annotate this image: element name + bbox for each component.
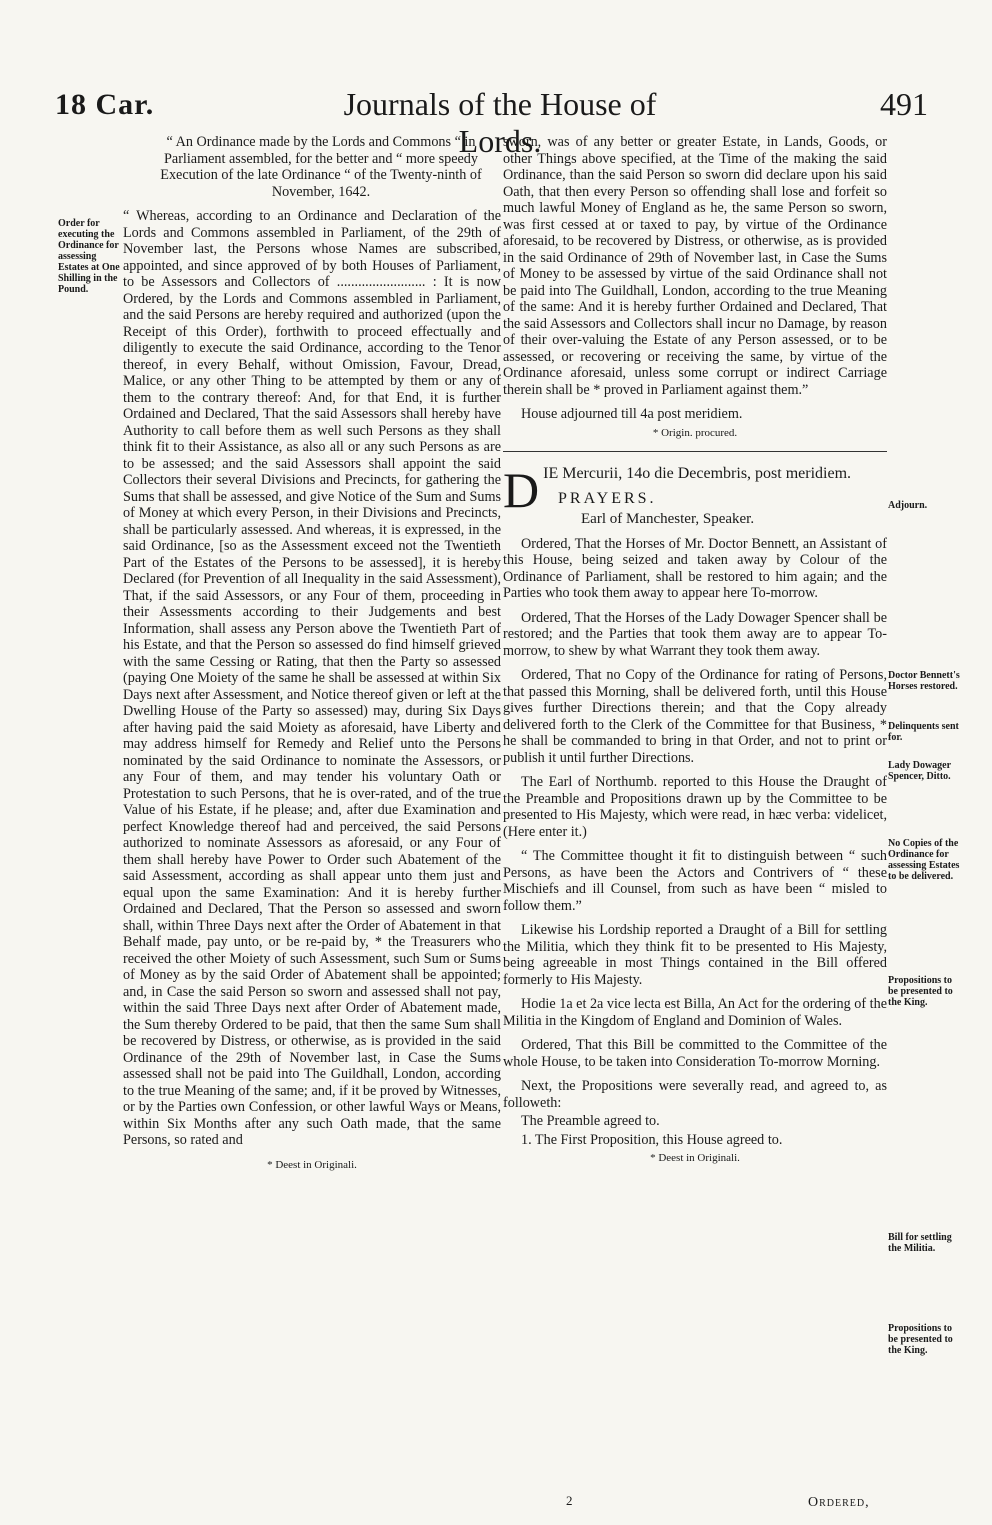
entry-preamble: The Preamble agreed to. <box>521 1113 660 1129</box>
margin-note-propositions-2: Propositions to be presented to the King. <box>888 1323 953 1356</box>
ordinance-body: “ Whereas, according to an Ordinance and Declaration of the Lords and Commons assembled in Parliament, of the 29th of November last, the Persons whose Names are subscribed, appointed, and since approved of by both Houses of Parliament, to be Assessors and Collectors of ......................... : It is now Ordered, by the Lords and Commons assembled in Parliament, and the said Persons are hereby required and authorized (upon the Receipt of this Order), forthwith to proceed effectually and diligently to execute the said Ordinance, according to the Tenor thereof, in every Behalf, without Omission, Favour, Dread, Malice, or any other Thing to be attempted by them or any of them to the contrary thereof: And, for that End, it is further Ordained and Declared, That the said Assessors shall hereby have Authority to call before them as well such Persons as they shall think fit to their Assistance, as also all or any such Persons as are to be assessed; and the said Assessors shall appoint the said Collectors their several Divisions and Precincts, for gathering the Sums that shall be assessed, and give Notice of the Sum and Sums of Money at which every Person, in their Divisions and Precincts, shall be particularly assessed. And whereas, it is expressed, in the said Ordinance, [so as the Assessment exceed not the Twentieth Part of the Estates of the Persons to be assessed], it is hereby Declared (for Prevention of all Inequality in the said Assessment), That, if the said Assessors, or any Four of them, proceeding in their Assessments according to their Judgements and best Information, shall assess any Person above the Twentieth Part of his Estate, and that the Person so assessed do find himself grieved with the same Cessing or Rating, that then the Party so assessed (paying One Moiety of the same he shall be assessed at within Six Days next after Assessment, and Notice thereof given or left at the Dwelling House of the Party so assessed) may, during Six Days after having paid the said Moiety as aforesaid, have Liberty and may address himself for Remedy and Relief unto the Persons nominated by the said Ordinance to nominate the Assessors, or any Four of them, and may tender his voluntary Oath or Protestation to such Persons, that he is over-rated, and of the true Value of his Estate, if he please; and, after due Examination and perfect Knowledge thereof had and perceived, the said Persons authorized to nominate Assessors as aforesaid, or any Four of them shall hereby have Power to Order such Abatement of the said Assessment, according as shall appear unto them just and equal upon the same Examination: And it is hereby further Ordained and Declared, That the Person so assessed and sworn shall, within Three Days next after the Order of Abatement in that Behalf made, pay unto, or be re-paid by, * the Treasurers who received the other Moiety of such Assessment, such Sum or Sums of Money as by the said Order of Abatement shall be appointed; and, in Case the said Person so sworn and assessed shall not pay, within the said Three Days next after Order of Abatement made, the Sum thereby Ordered to be paid, that then the same Sum shall be recovered by Distress, or otherwise, as is provided in the said Ordinance of the 29th of November last, in Case the Sums assessed shall not be paid into The Guildhall, London, according to the true Meaning of the same; and, if it be proved by Witnesses, or by the Parties own Confession, or other lawful Ways or Means, within Six Months after any such Oath made, that the same Persons, so rated and <box>123 208 501 1148</box>
page-number: 491 <box>880 86 928 122</box>
margin-note-order: Order for executing the Ordinance for assessing Estates at One Shilling in the Pound. <box>58 218 120 295</box>
entry-bill-reading: Hodie 1a et 2a vice lecta est Billa, An Act for the ordering of the Militia in the Kingdom of England and Dominion of Wales. <box>503 996 887 1029</box>
right-column <box>503 134 887 1167</box>
left-footnote: * Deest in Originali. <box>267 1158 357 1171</box>
margin-note-adjourn: Adjourn. <box>888 500 928 511</box>
signature-mark: 2 <box>566 1493 573 1508</box>
drop-cap: D <box>503 462 540 518</box>
margin-note-spencer: Lady Dowager Spencer, Ditto. <box>888 760 951 782</box>
entry-spencer: Ordered, That the Horses of the Lady Dowager Spencer shall be restored; and the Parties that took them away are to appear To-morrow, to shew by what Warrant they took them away. <box>503 609 887 659</box>
entry-first-proposition: 1. The First Proposition, this House agreed to. <box>521 1131 783 1148</box>
right-footnote: * Deest in Originali. <box>650 1152 740 1164</box>
catchword: Ordered, <box>808 1495 870 1510</box>
margin-note-propositions: Propositions to be presented to the King. <box>888 975 953 1008</box>
margin-note-delinquents: Delinquents sent for. <box>888 721 959 743</box>
date-line: IE Mercurii, 14o die Decembris, post meridiem. <box>543 465 852 482</box>
section-divider <box>503 451 887 452</box>
margin-note-militia: Bill for settling the Militia. <box>888 1232 952 1254</box>
entry-bill-committed: Ordered, That this Bill be committed to the Committee of the whole House, to be taken into Consideration To-morrow Morning. <box>503 1037 887 1070</box>
ordinance-title: “ An Ordinance made by the Lords and Commons “ in Parliament assembled, for the better and “ more speedy Execution of the late Ordinance “ of the Twenty-ninth of November, 1642. <box>160 134 482 200</box>
entry-committee-quote: “ The Committee thought it fit to distinguish between “ such Persons, as have been the Actors and Contrivers of “ these Mischiefs and ill Counsel, from such as have been “ misled to follow them.” <box>503 848 887 914</box>
regnal-year: 18 Car. <box>55 88 155 121</box>
origin-footnote: * Origin. procured. <box>652 426 738 439</box>
margin-note-bennett: Doctor Bennett's Horses restored. <box>888 670 960 692</box>
entry-copies: Ordered, That no Copy of the Ordinance for rating of Persons, that passed this Morning, shall be delivered forth, until this House gives further Directions therein; and that the Copy already delivered forth to the Clerk of the Committee for that Business, * he shall be commanded to bring in that Order, and not to print or publish it until further Directions. <box>503 667 887 766</box>
speaker-line: Earl of Manchester, Speaker. <box>581 511 755 527</box>
entry-bennett: Ordered, That the Horses of Mr. Doctor Bennett, an Assistant of this House, being seized and taken away by Colour of the Ordinance of Parliament, shall be restored to him again; and the Parties who took them away to appear here To-morrow. <box>503 535 887 601</box>
entry-propositions: Next, the Propositions were severally read, and agreed to, as followeth: <box>503 1078 887 1111</box>
entry-militia-report: Likewise his Lordship reported a Draught of a Bill for settling the Militia, which they think fit to be presented to His Majesty, being agreeable in most Things contained in the Bill offered formerly to His Majesty. <box>503 922 887 988</box>
prayers-heading: PRAYERS. <box>558 489 657 507</box>
entry-northumberland: The Earl of Northumb. reported to this House the Draught of the Preamble and Propositions drawn up by the Committee to be presented to His Majesty, which were read, in hæc verba: videlicet, (Here enter it.) <box>503 774 887 840</box>
left-column <box>123 134 501 1173</box>
page-title: Journals of the House of Lords. <box>343 86 657 159</box>
margin-note-copies: No Copies of the Ordinance for assessing Estates to be delivered. <box>888 838 960 882</box>
adjournment: House adjourned till 4a post meridiem. <box>521 406 743 422</box>
ordinance-continuation: sworn, was of any better or greater Estate, in Lands, Goods, or other Things above specified, at the Time of the making the said Ordinance, than the said Person so sworn did declare upon his said Oath, that then every Person so offending shall lose and forfeit so much lawful Money of England as he, the same Person so sworn, was first cessed at or taxed to pay, by virtue of the Ordinance aforesaid, to be recovered by Distress, or otherwise, as is provided in the said Ordinance of 29th of November last, in Case the Sums of Money to be assessed by virtue of the said Ordinance shall not be paid into The Guildhall, London, according to the true Meaning of the same: And it is hereby further Ordained and Declared, That the said Assessors and Collectors shall incur no Damage, by reason of their over-valuing the Estate of any Person assessed, or to be assessed, or recovering or receiving the same, by virtue of the Ordinance aforesaid, unless some corrupt or indirect Carriage therein shall be * proved in Parliament against them.” <box>503 134 887 398</box>
